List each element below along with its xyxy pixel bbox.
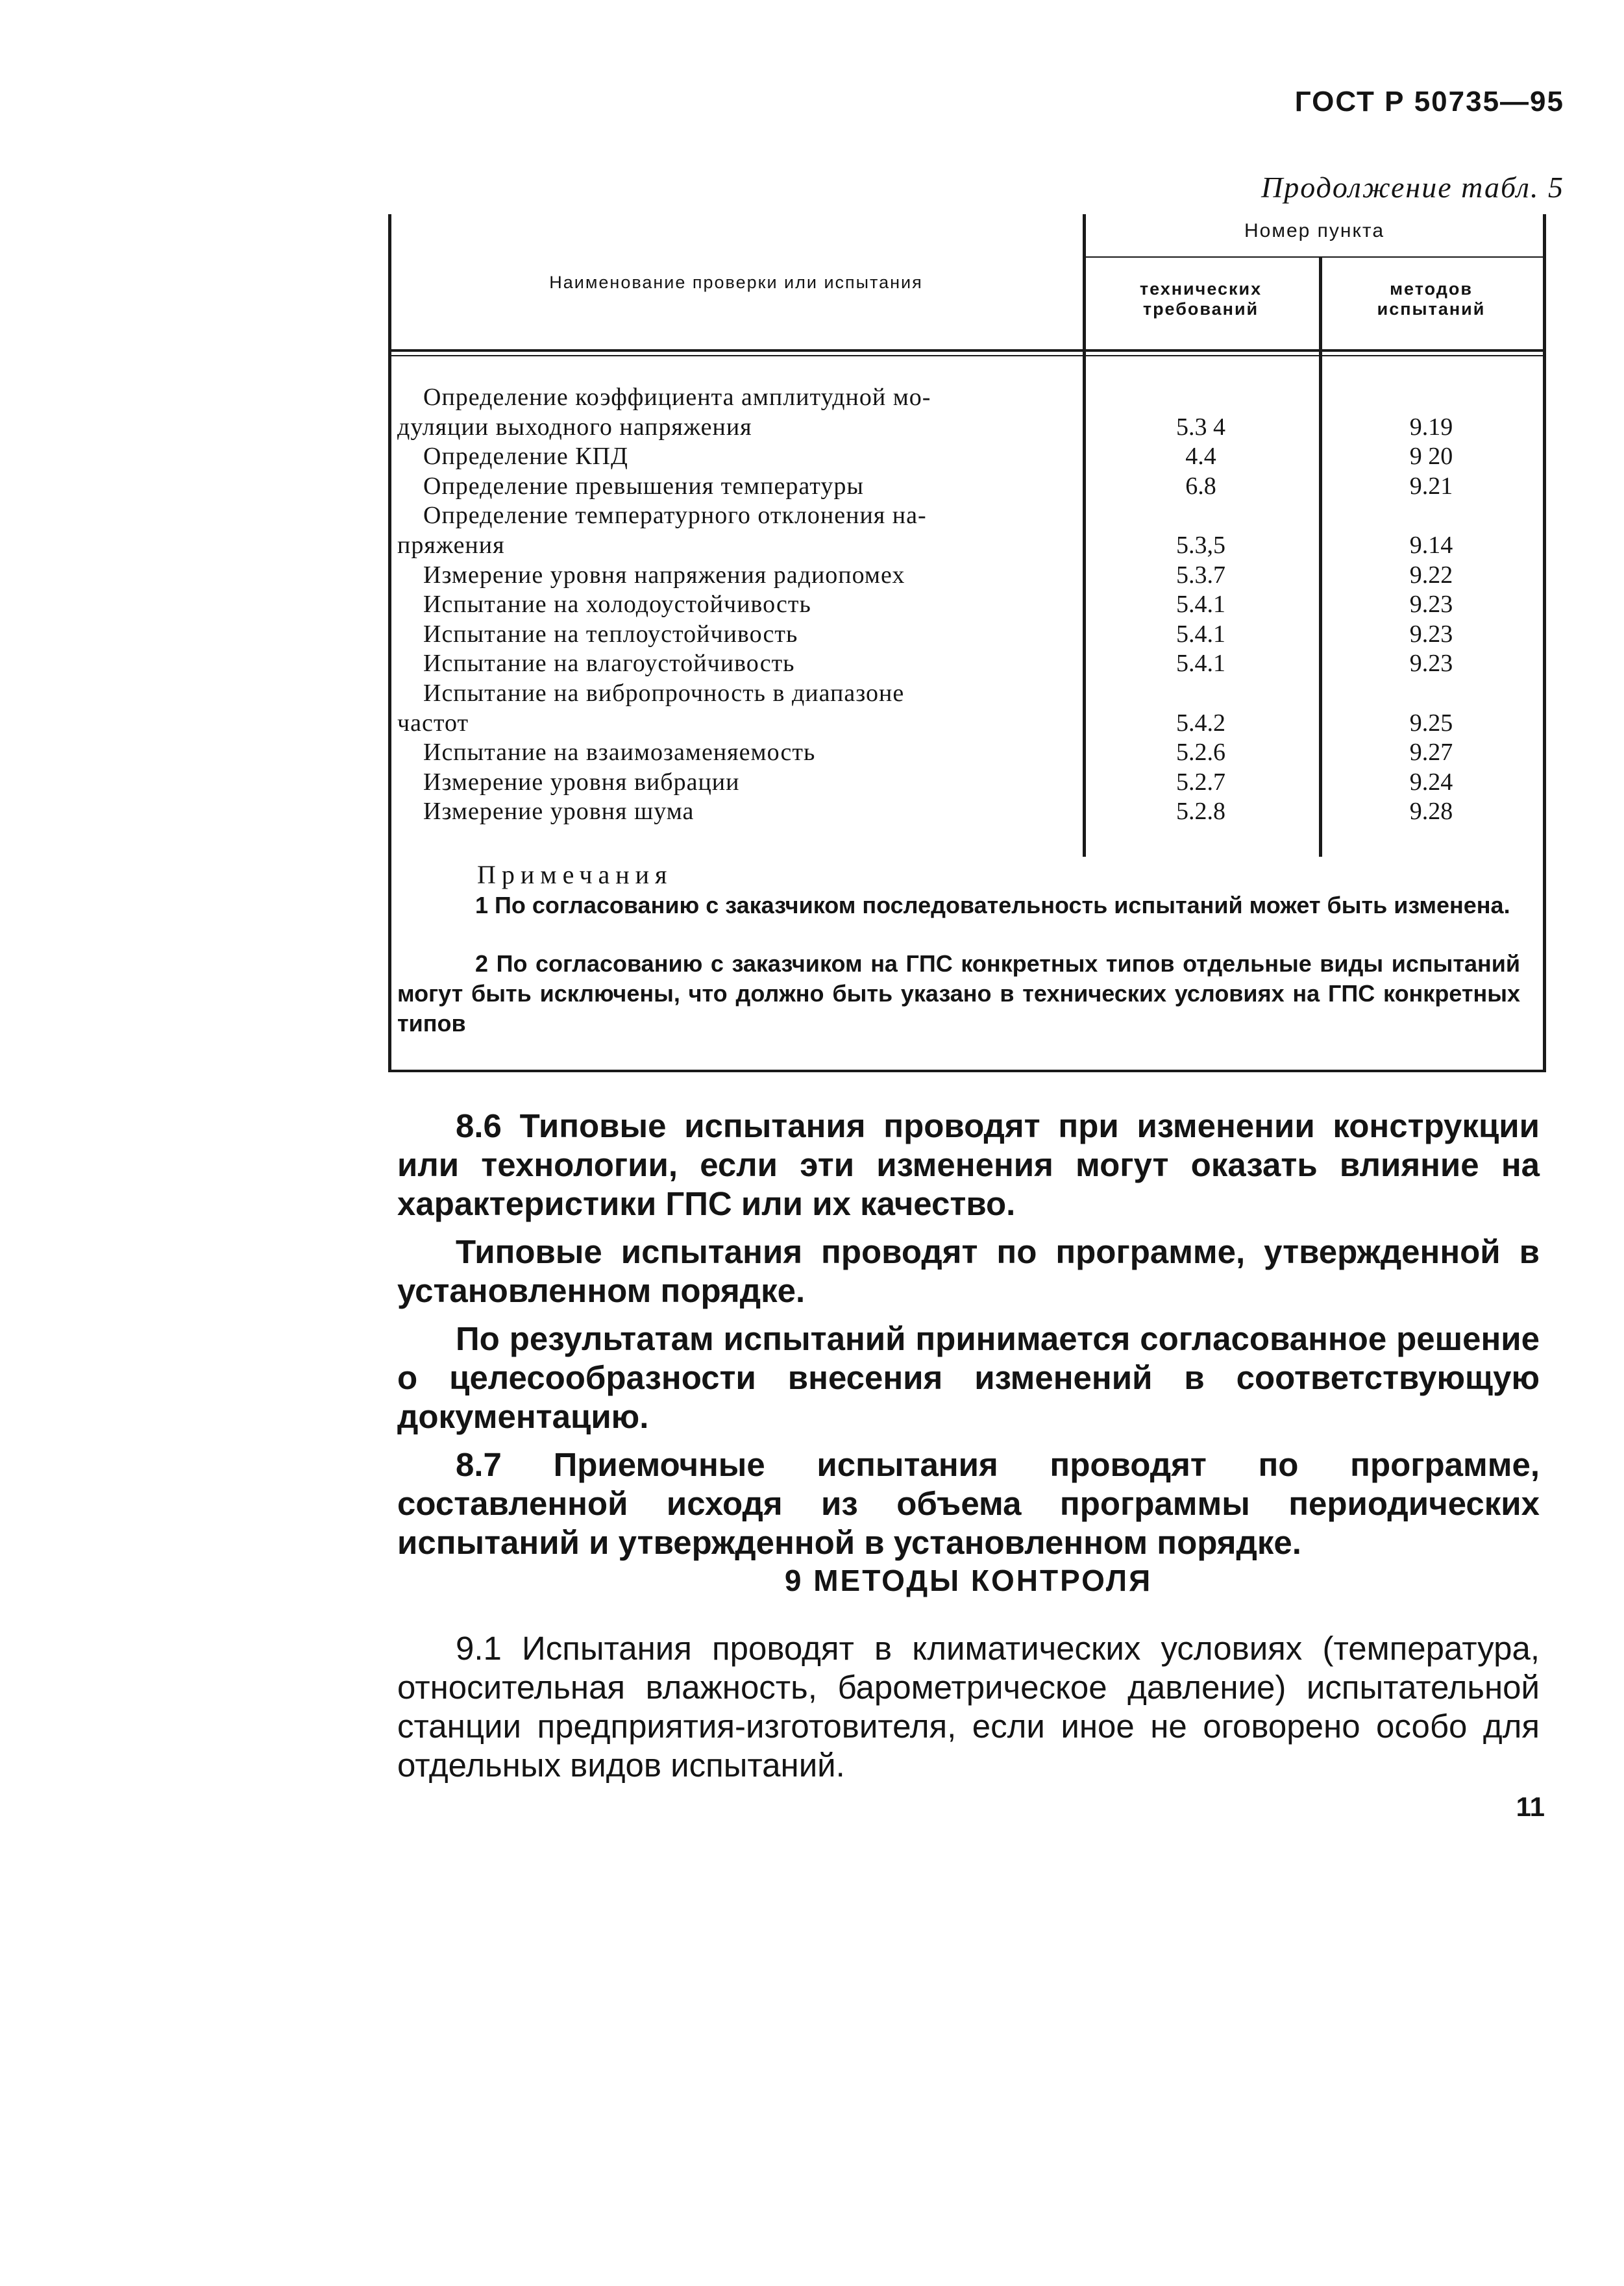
page-number: 11 [1516, 1791, 1545, 1822]
table-row-name: Испытание на взаимозаменяемость [423, 739, 816, 767]
table-cell-tech: 5.2.8 [1176, 798, 1225, 826]
table-row-name: Измерение уровня вибрации [423, 768, 740, 796]
tech-requirements-column [1103, 383, 1298, 827]
table-cell-tech: 5.3.7 [1176, 561, 1225, 589]
column-group-header: Номер пункта [1244, 220, 1385, 241]
table-cell-method: 9.25 [1409, 709, 1453, 737]
table-divider-number [1319, 256, 1322, 857]
body-section-8 [397, 1107, 1540, 1571]
table-cell-method: 9.23 [1409, 620, 1453, 648]
table-row-name: Определение КПД [423, 443, 628, 471]
table-cell-method: 9.28 [1409, 798, 1453, 826]
table-row-name: Испытание на влагоустойчивость [423, 650, 795, 678]
table-border-left [388, 214, 391, 1071]
test-names-column [397, 383, 1079, 827]
table-cell-tech: 5.4.1 [1176, 650, 1225, 678]
table-cell-tech: 6.8 [1185, 472, 1216, 500]
table-row-name-cont: частот [397, 709, 469, 737]
body-section-9 [397, 1629, 1540, 1794]
note-1: 1 По согласованию с заказчиком последовательность испытаний может быть изменена. [475, 892, 1510, 918]
table-cell-tech: 5.2.6 [1176, 739, 1225, 767]
table-cell-method: 9.21 [1409, 472, 1453, 500]
table-divider-name [1083, 214, 1086, 857]
table-cell-tech: 5.4.1 [1176, 591, 1225, 619]
table-cell-tech: 5.3 4 [1176, 413, 1225, 441]
table-cell-method: 9.23 [1409, 650, 1453, 678]
notes-title: Примечания [477, 860, 673, 889]
section-title-9: 9 МЕТОДЫ КОНТРОЛЯ [784, 1564, 1153, 1597]
table-row-name: Определение коэффициента амплитудной мо- [423, 384, 931, 411]
table-cell-tech: 4.4 [1185, 443, 1216, 471]
table-cell-tech: 5.4.1 [1176, 620, 1225, 648]
table-header-line-2 [389, 355, 1545, 356]
paragraph-8-6-c: По результатам испытаний принимается согласованное решение о целесообразности внесения изменений в соответствующую документацию. [397, 1320, 1540, 1435]
column-header-tech: технических требований [1139, 279, 1262, 319]
table-row-name: Определение превышения температуры [423, 472, 864, 500]
paragraph-8-6: 8.6 Типовые испытания проводят при изменении конструкции или технологии, если эти изменения могут оказать влияние на характеристики ГПС или их качество. [397, 1107, 1540, 1222]
table-cell-method: 9.22 [1409, 561, 1453, 589]
table-row-name: Испытание на холодоустойчивость [423, 591, 811, 619]
table-row-name: Измерение уровня шума [423, 798, 695, 826]
table-row-name-cont: пряжения [397, 531, 505, 559]
table-cell-tech: 5.3,5 [1176, 531, 1225, 559]
table-cell-method: 9.27 [1409, 739, 1453, 767]
table-cell-method: 9.19 [1409, 413, 1453, 441]
paragraph-9-1: 9.1 Испытания проводят в климатических условиях (температура, относительная влажность, барометрическое давление) испытательной станции предприятия-изготовителя, если иное не оговорено особо для отдельных видов испытаний. [397, 1630, 1540, 1784]
table-row-name: Испытание на теплоустойчивость [423, 620, 798, 648]
paragraph-8-7: 8.7 Приемочные испытания проводят по программе, составленной исходя из объема программы периодических испытаний и утвержденной в установленном порядке. [397, 1446, 1540, 1561]
note-2: 2 По согласованию с заказчиком на ГПС конкретных типов отдельные виды испытаний могут быть исключены, что должно быть указано в технических условиях на ГПС конкретных типов [397, 950, 1520, 1037]
table-cell-tech: 5.2.7 [1176, 768, 1225, 796]
table-continuation-caption: Продолжение табл. 5 [1261, 171, 1564, 204]
table-cell-tech: 5.4.2 [1176, 709, 1225, 737]
table-row-name: Измерение уровня напряжения радиопомех [423, 561, 905, 589]
table-group-line [1084, 256, 1545, 258]
table-cell-method: 9.23 [1409, 591, 1453, 619]
paragraph-8-6-b: Типовые испытания проводят по программе, утвержденной в установленном порядке. [397, 1233, 1540, 1309]
document-code: ГОСТ Р 50735—95 [1294, 86, 1564, 117]
table-cell-method: 9 20 [1409, 443, 1453, 471]
table-row-name: Испытание на вибропрочность в диапазоне [423, 679, 905, 707]
table-bottom-line [388, 1070, 1546, 1072]
table-header-line-1 [389, 349, 1545, 352]
test-methods-column [1337, 383, 1525, 827]
table-cell-method: 9.14 [1409, 531, 1453, 559]
column-header-name: Наименование проверки или испытания [549, 273, 923, 292]
table-cell-method: 9.24 [1409, 768, 1453, 796]
table-row-name: Определение температурного отклонения на- [423, 502, 927, 530]
table-row-name-cont: дуляции выходного напряжения [397, 413, 752, 441]
column-header-method: методов испытаний [1377, 279, 1486, 319]
table-border-right [1543, 214, 1546, 1071]
